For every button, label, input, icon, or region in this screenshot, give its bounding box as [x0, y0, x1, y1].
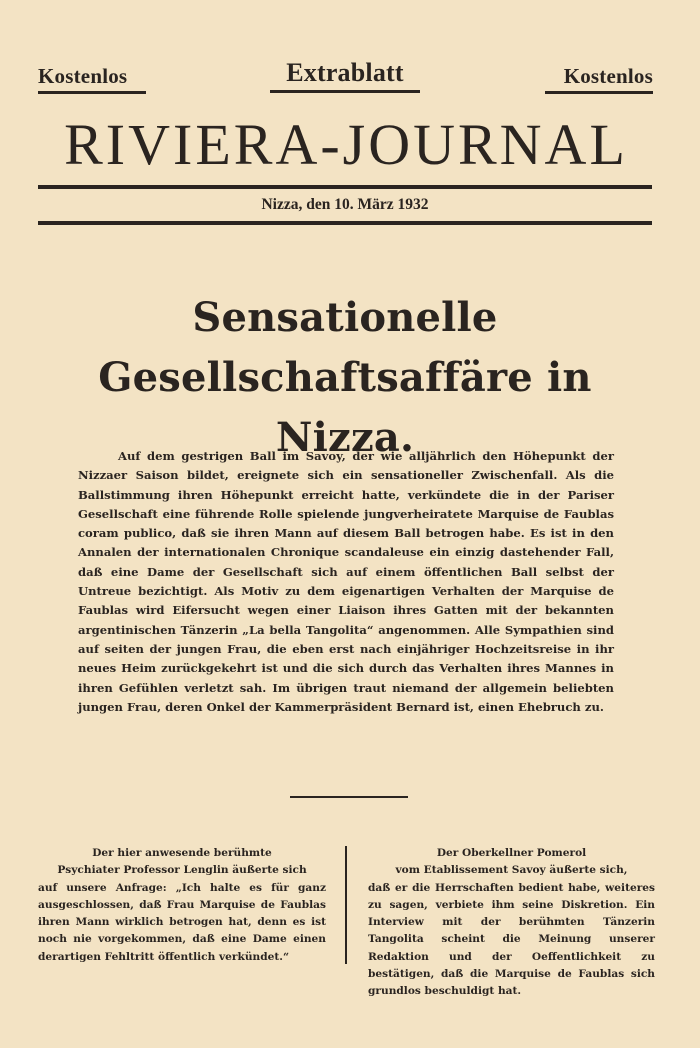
column-heading-line-1: Der Oberkellner Pomerol — [436, 847, 587, 859]
masthead-title: RIVIERA-JOURNAL — [64, 112, 628, 177]
column-body: auf unsere Anfrage: „Ich halte es für ganz ausgeschlossen, daß Frau Marquise de Faublas ihren Mann wirklich betrogen hat, denn es ist noch nie vorgekommen, daß eine Dame einen derartigen Fehltritt öffentlich verkündet.“ — [38, 881, 326, 963]
free-tag-right: Kostenlos — [545, 64, 653, 94]
headline-line-2: Gesellschaftsaffäre in Nizza. — [98, 354, 592, 461]
dateline: Nizza, den 10. März 1932 — [261, 196, 429, 213]
column-divider — [345, 846, 347, 964]
headline-line-1: Sensationelle — [192, 294, 498, 341]
free-tag-left: Kostenlos — [38, 64, 146, 94]
extra-edition-tag: Extrablatt — [270, 58, 420, 93]
column-heading-line-2: Psychiater Professor Lenglin äußerte sich — [57, 864, 307, 877]
article-body: Auf dem gestrigen Ball im Savoy, der wie alljährlich den Höhepunkt der Nizzaer Saison bildet, ereignete sich ein sensationeller Zwischenfall. Als die Ballstimmung ihren Höhepunkt erreicht hatte, verkündete die in der Pariser Gesellschaft eine führende Rolle spielende jungverheiratete Marquise de Faublas coram publico, daß sie ihren Mann auf diesem Ball betrogen habe. Es ist in den Annalen der internationalen Chronique scandaleuse ein einzig dastehender Fall, daß eine Dame der Gesellschaft sich auf einem öffentlichen Ball selbst der Untreue bezichtigt. Als Motiv zu dem eigenartigen Verhalten der Marquise de Faublas wird Eifersucht wegen einer Liaison ihres Gatten mit der bekannten argentinischen Tänzerin „La bella Tangolita“ angenommen. Alle Sympathien sind auf seiten der jungen Frau, die eben erst nach einjähriger Hochzeitsreise in ihr neues Heim zurückgekehrt ist und die sich durch das Verhalten ihres Mannes in ihren Gefühlen verletzt sah. Im übrigen traut niemand der allgemein beliebten jungen Frau, deren Onkel der Kammerpräsident Bernard ist, einen Ehebruch zu. — [78, 449, 614, 714]
column-psychiatrist — [38, 845, 326, 966]
column-heading-line-1: Der hier anwesende berühmte — [92, 847, 272, 859]
masthead-rule-top — [38, 185, 652, 189]
section-divider — [290, 796, 408, 798]
column-heading-line-2: vom Etablissement Savoy äußerte sich, — [395, 864, 628, 877]
column-body: daß er die Herrschaften bedient habe, weiteres zu sagen, verbiete ihm seine Diskretion. Ein Interview mit der berühmten Tänzerin Tangolita scheint die Meinung unserer Redaktion und der Oeffentlichkeit zu bestätigen, daß die Marquise de Faublas sich grundlos beschuldigt hat. — [368, 881, 655, 998]
headline — [40, 288, 650, 468]
masthead-rule-bottom — [38, 221, 652, 225]
column-headwaiter — [368, 845, 655, 1001]
